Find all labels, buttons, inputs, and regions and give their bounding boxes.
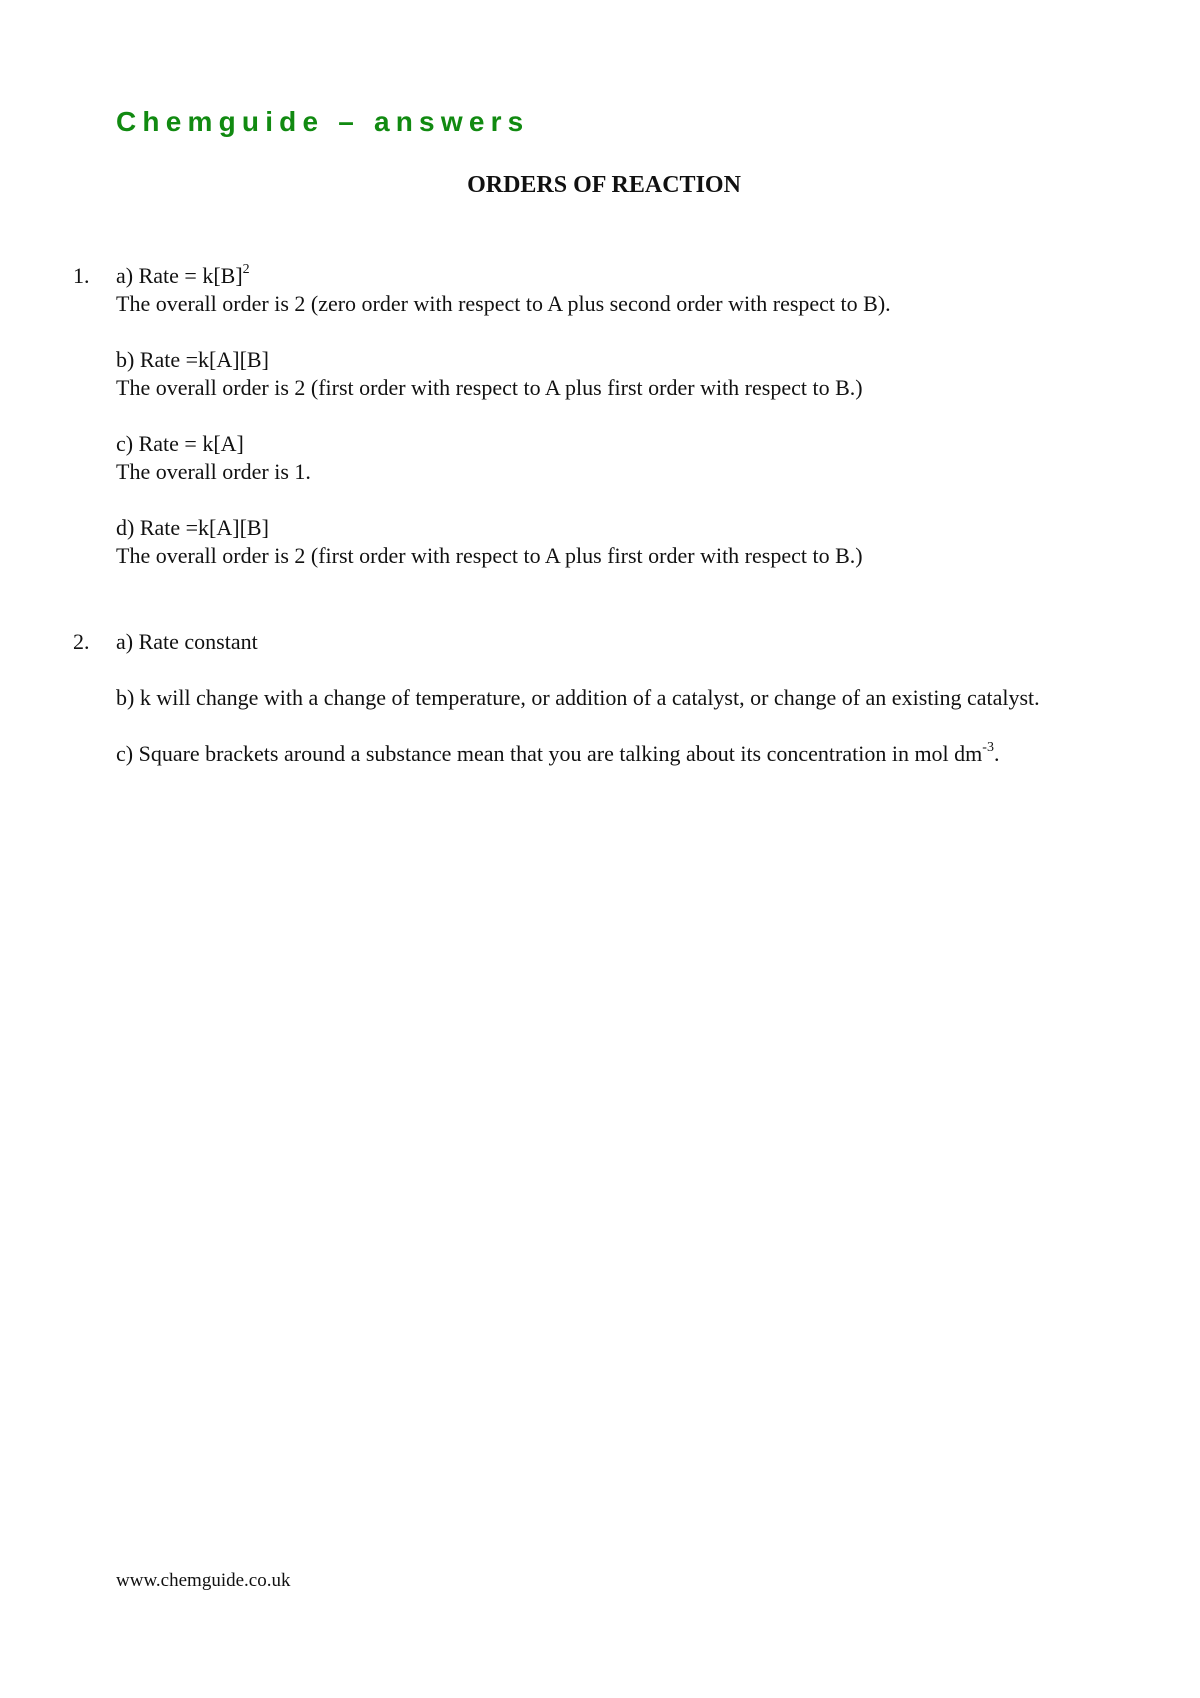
question-number: 2.	[73, 629, 90, 654]
answer-2c	[116, 740, 1076, 768]
answer-1b-explanation: The overall order is 2 (first order with respect to A plus first order with respect to B.)	[116, 375, 863, 400]
question-number: 1.	[73, 263, 90, 288]
answer-1b-equation: b) Rate =k[A][B]	[116, 347, 269, 372]
answer-1a-explanation: The overall order is 2 (zero order with respect to A plus second order with respect to B).	[116, 291, 891, 316]
answer-2c-text: c) Square brackets around a substance mean that you are talking about its concentration in mol $dm^{-3}$.	[116, 739, 1000, 766]
chemguide-brand-heading: Chemguide – answers	[116, 106, 530, 137]
exponent: -3	[982, 739, 994, 755]
answer-1b	[116, 346, 1076, 402]
answer-1a	[116, 262, 1076, 318]
question-1-answers	[116, 262, 1076, 598]
answer-2a	[116, 628, 1076, 656]
answer-1d-equation: d) Rate =k[A][B]	[116, 515, 269, 540]
answer-1c	[116, 430, 1076, 486]
footer-website: www.chemguide.co.uk	[116, 1570, 291, 1591]
exponent: 2	[242, 261, 250, 277]
answer-2b	[116, 684, 1076, 712]
question-2-answers	[116, 628, 1076, 796]
answer-1c-explanation: The overall order is 1.	[116, 459, 311, 484]
answer-1d	[116, 514, 1076, 570]
answer-1d-explanation: The overall order is 2 (first order with respect to A plus first order with respect to B.)	[116, 543, 863, 568]
answer-2b-text: b) k will change with a change of temperature, or addition of a catalyst, or change of an existing catalyst.	[116, 685, 1040, 710]
answer-2a-text: a) Rate constant	[116, 629, 258, 654]
page-title: ORDERS OF REACTION	[467, 172, 741, 198]
answer-1a-equation: a) Rate = $k[B]^2$	[116, 261, 250, 288]
answer-1c-equation: c) Rate = k[A]	[116, 431, 244, 456]
